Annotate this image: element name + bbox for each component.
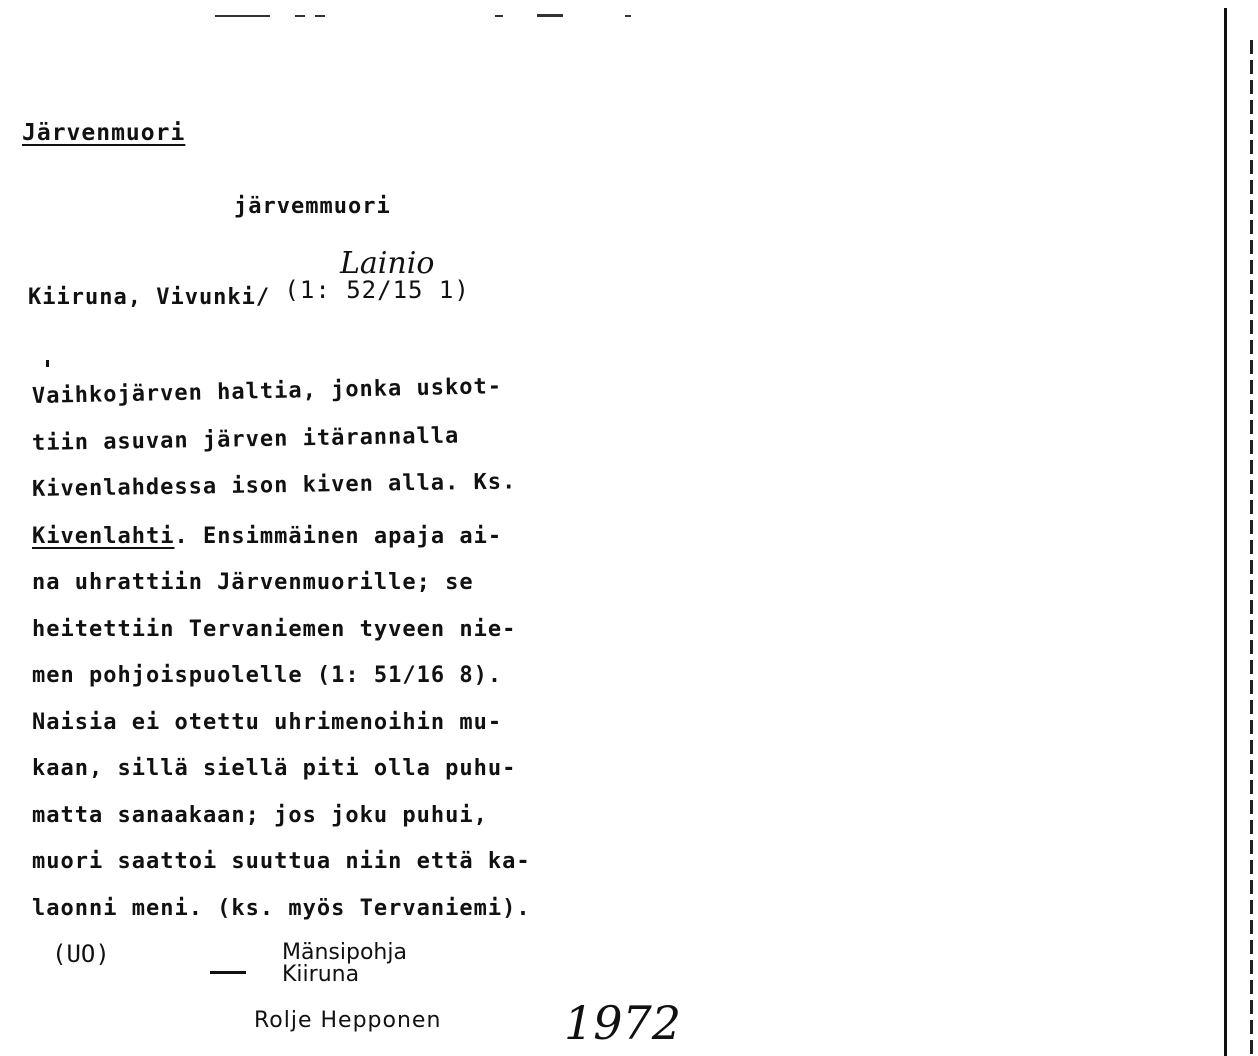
card-edge-line xyxy=(1224,8,1227,1056)
source-code: (UO) xyxy=(52,940,110,968)
body-line: matta sanaakaan; jos joku puhui, xyxy=(32,802,488,828)
body-line: men pohjoispuolelle (1: 51/16 8). xyxy=(32,663,503,688)
dash-separator xyxy=(210,971,246,974)
body-line-rest: . Ensimmäinen apaja ai- xyxy=(174,523,503,549)
body-line: Kivenlahdessa ison kiven alla. Ks. xyxy=(31,469,517,502)
place-reference: (1: 52/15 1) xyxy=(284,276,470,304)
body-line: laonni meni. (ks. myös Tervaniemi). xyxy=(32,895,531,921)
card-edge-shadow xyxy=(1250,40,1253,1056)
body-line: na uhrattiin Järvenmuorille; se xyxy=(32,570,474,595)
stamp-region: Mänsipohja xyxy=(282,940,407,965)
body-line xyxy=(32,514,712,561)
cross-reference-link: Kivenlahti xyxy=(32,523,175,549)
body-line: tiin asuvan järven itärannalla xyxy=(31,423,460,456)
stamp-place: Kiiruna xyxy=(282,962,360,987)
body-line: kaan, sillä siellä piti olla puhu- xyxy=(32,756,517,781)
stamp-collector: Rolje Hepponen xyxy=(254,1008,442,1033)
scan-artifact-top xyxy=(215,14,635,18)
place-line xyxy=(28,276,470,310)
variant-form: järvemmuori xyxy=(234,194,391,219)
handwritten-insert: Lainio xyxy=(340,246,435,281)
handwritten-year: 1972 xyxy=(564,996,682,1050)
body-line: muori saattoi suuttua niin että ka- xyxy=(32,849,531,874)
body-line: Naisia ei otettu uhrimenoihin mu- xyxy=(32,709,503,735)
body-line: heitettiin Tervaniemen tyveen nie- xyxy=(32,616,517,642)
tick-mark xyxy=(46,360,49,367)
place-name: Kiiruna, Vivunki/ xyxy=(28,285,271,310)
body-text xyxy=(32,374,712,932)
body-line: Vaihkojärven haltia, jonka uskot- xyxy=(31,374,503,409)
stamp-location xyxy=(282,942,407,986)
headword: Järvenmuori xyxy=(22,120,186,146)
